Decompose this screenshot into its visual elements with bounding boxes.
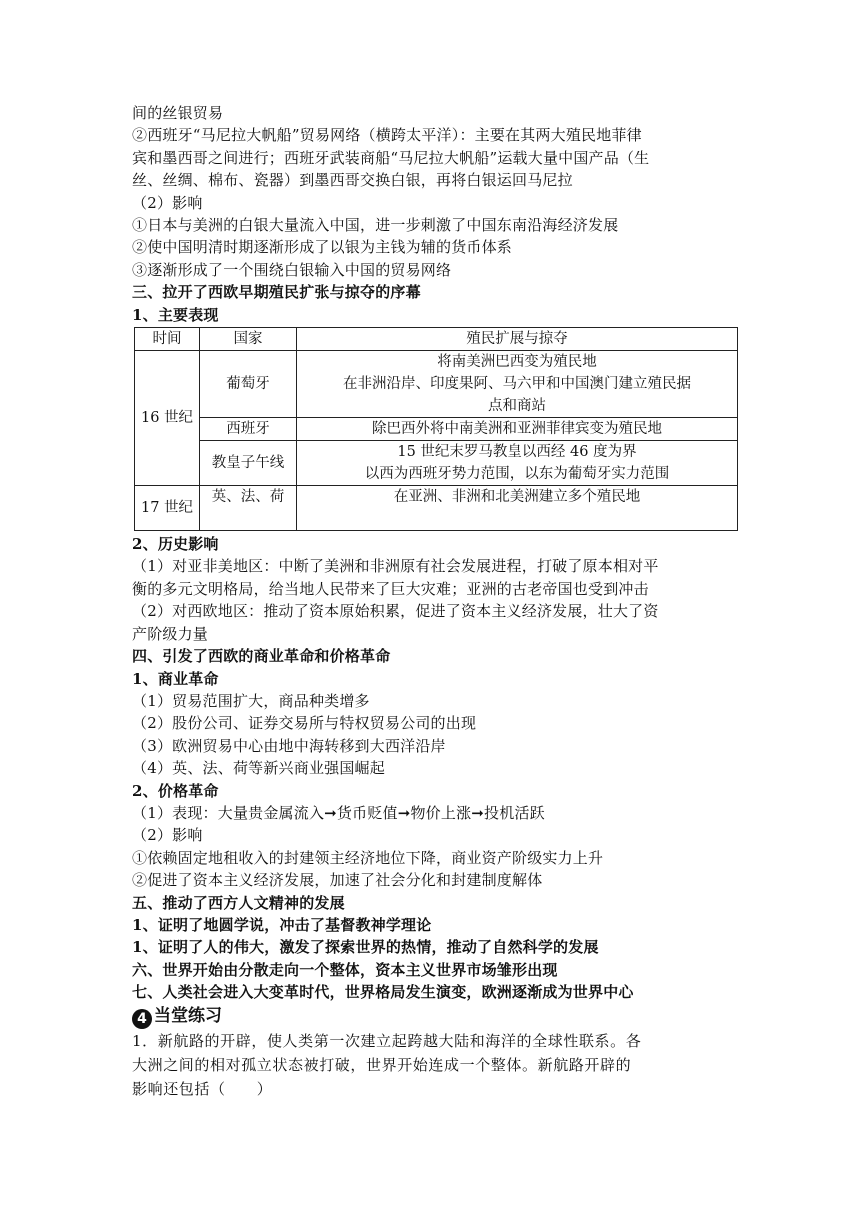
subsection-heading: 1、证明了地圆学说，冲击了基督教神学理论 <box>132 915 432 934</box>
text-line: ②使中国明清时期逐渐形成了以银为主钱为辅的货币体系 <box>132 238 513 257</box>
table-cell-country: 西班牙 <box>200 418 297 441</box>
table-header-row <box>135 328 738 351</box>
table-cell-period: 17 世纪 <box>135 486 200 531</box>
question-line: 1．新航路的开辟，使人类第一次建立起跨越大陆和海洋的全球性联系。各 <box>132 1031 642 1050</box>
text-line: ①依赖固定地租收入的封建领主经济地位下降，商业资产阶级实力上升 <box>132 848 604 867</box>
text-line: （4）英、法、荷等新兴商业强国崛起 <box>132 759 385 778</box>
table-cell-line: 以西为西班牙势力范围，以东为葡萄牙实力范围 <box>364 466 670 483</box>
table-cell-period: 16 世纪 <box>135 351 200 486</box>
text-line: 间的丝银贸易 <box>132 104 224 122</box>
subsection-heading: 1、商业革命 <box>132 669 219 688</box>
text-line: （1）对亚非美地区：中断了美洲和非洲原有社会发展进程，打破了原本相对平 <box>132 557 659 576</box>
text-line: ②促进了资本主义经济发展，加速了社会分化和封建制度解体 <box>132 871 543 890</box>
table-cell-country: 教皇子午线 <box>200 441 297 486</box>
text-line: 宾和墨西哥之间进行；西班牙武装商船“马尼拉大帆船”运载大量中国产品（生 <box>132 148 650 167</box>
text-line: （2）影响 <box>132 826 203 845</box>
table-cell-detail: 除巴西外将中南美洲和亚洲菲律宾变为殖民地 <box>297 418 738 441</box>
text-line: （2）股份公司、证券交易所与特权贸易公司的出现 <box>132 714 477 733</box>
table-header-cell: 时间 <box>135 328 200 351</box>
number-circle-icon: 4 <box>132 1009 152 1029</box>
table-cell-detail <box>297 441 738 486</box>
text-line: （1）表现：大量贵金属流入➞货币贬值➞物价上涨➞投机活跃 <box>132 803 545 822</box>
subsection-heading: 1、证明了人的伟大，激发了探索世界的热情，推动了自然科学的发展 <box>132 938 599 957</box>
table-cell-detail: 将南美洲巴西变为殖民地 <box>297 351 738 374</box>
table-row <box>135 418 738 441</box>
table-header-cell: 殖民扩展与掠夺 <box>297 328 738 351</box>
section-heading: 五、推动了西方人文精神的发展 <box>132 893 345 912</box>
text-line: （2）影响 <box>132 193 203 212</box>
section-heading: 七、人类社会进入大变革时代，世界格局发生演变，欧洲逐渐成为世界中心 <box>132 983 634 1002</box>
table-cell-detail: 在非洲沿岸、印度果阿、马六甲和中国澳门建立殖民据 <box>297 373 738 395</box>
subsection-heading: 1、主要表现 <box>132 305 219 324</box>
question-line: 影响还包括（ ） <box>132 1079 273 1098</box>
table-row <box>135 441 738 486</box>
table-cell-line: 15 世纪末罗马教皇以西经 46 度为界 <box>397 444 637 461</box>
table-cell-country: 英、法、荷 <box>200 486 297 531</box>
section-heading: 六、世界开始由分散走向一个整体，资本主义世界市场雏形出现 <box>132 960 558 979</box>
question-line: 大洲之间的相对孤立状态被打破，世界开始连成一个整体。新航路开辟的 <box>132 1055 632 1074</box>
table-header-cell: 国家 <box>200 328 297 351</box>
text-line: 产阶级力量 <box>132 624 209 643</box>
practice-title: 当堂练习 <box>154 1005 222 1026</box>
document-content <box>132 102 740 1101</box>
text-line: 丝、丝绸、棉布、瓷器）到墨西哥交换白银，再将白银运回马尼拉 <box>132 171 573 190</box>
text-line: ②西班牙“马尼拉大帆船”贸易网络（横跨太平洋）：主要在其两大殖民地菲律 <box>132 126 642 145</box>
practice-heading <box>132 1004 740 1029</box>
text-line: （1）贸易范围扩大，商品种类增多 <box>132 691 370 710</box>
subsection-heading: 2、历史影响 <box>132 535 219 554</box>
section-heading: 三、拉开了西欧早期殖民扩张与掠夺的序幕 <box>132 283 421 302</box>
text-line: ①日本与美洲的白银大量流入中国，进一步刺激了中国东南沿海经济发展 <box>132 216 619 235</box>
text-line: ③逐渐形成了一个围绕白银输入中国的贸易网络 <box>132 260 452 279</box>
table-cell-detail: 在亚洲、非洲和北美洲建立多个殖民地 <box>297 486 738 531</box>
table-cell-detail: 点和商站 <box>297 395 738 418</box>
text-line: （3）欧洲贸易中心由地中海转移到大西洋沿岸 <box>132 736 446 755</box>
section-heading: 四、引发了西欧的商业革命和价格革命 <box>132 647 391 666</box>
text-line: 衡的多元文明格局，给当地人民带来了巨大灾难；亚洲的古老帝国也受到冲击 <box>132 579 649 598</box>
colonial-expansion-table <box>134 327 738 531</box>
text-line: （2）对西欧地区：推动了资本原始积累，促进了资本主义经济发展，壮大了资 <box>132 602 659 621</box>
subsection-heading: 2、价格革命 <box>132 781 219 800</box>
table-row <box>135 486 738 531</box>
table-cell-country: 葡萄牙 <box>200 351 297 418</box>
table-row <box>135 351 738 374</box>
